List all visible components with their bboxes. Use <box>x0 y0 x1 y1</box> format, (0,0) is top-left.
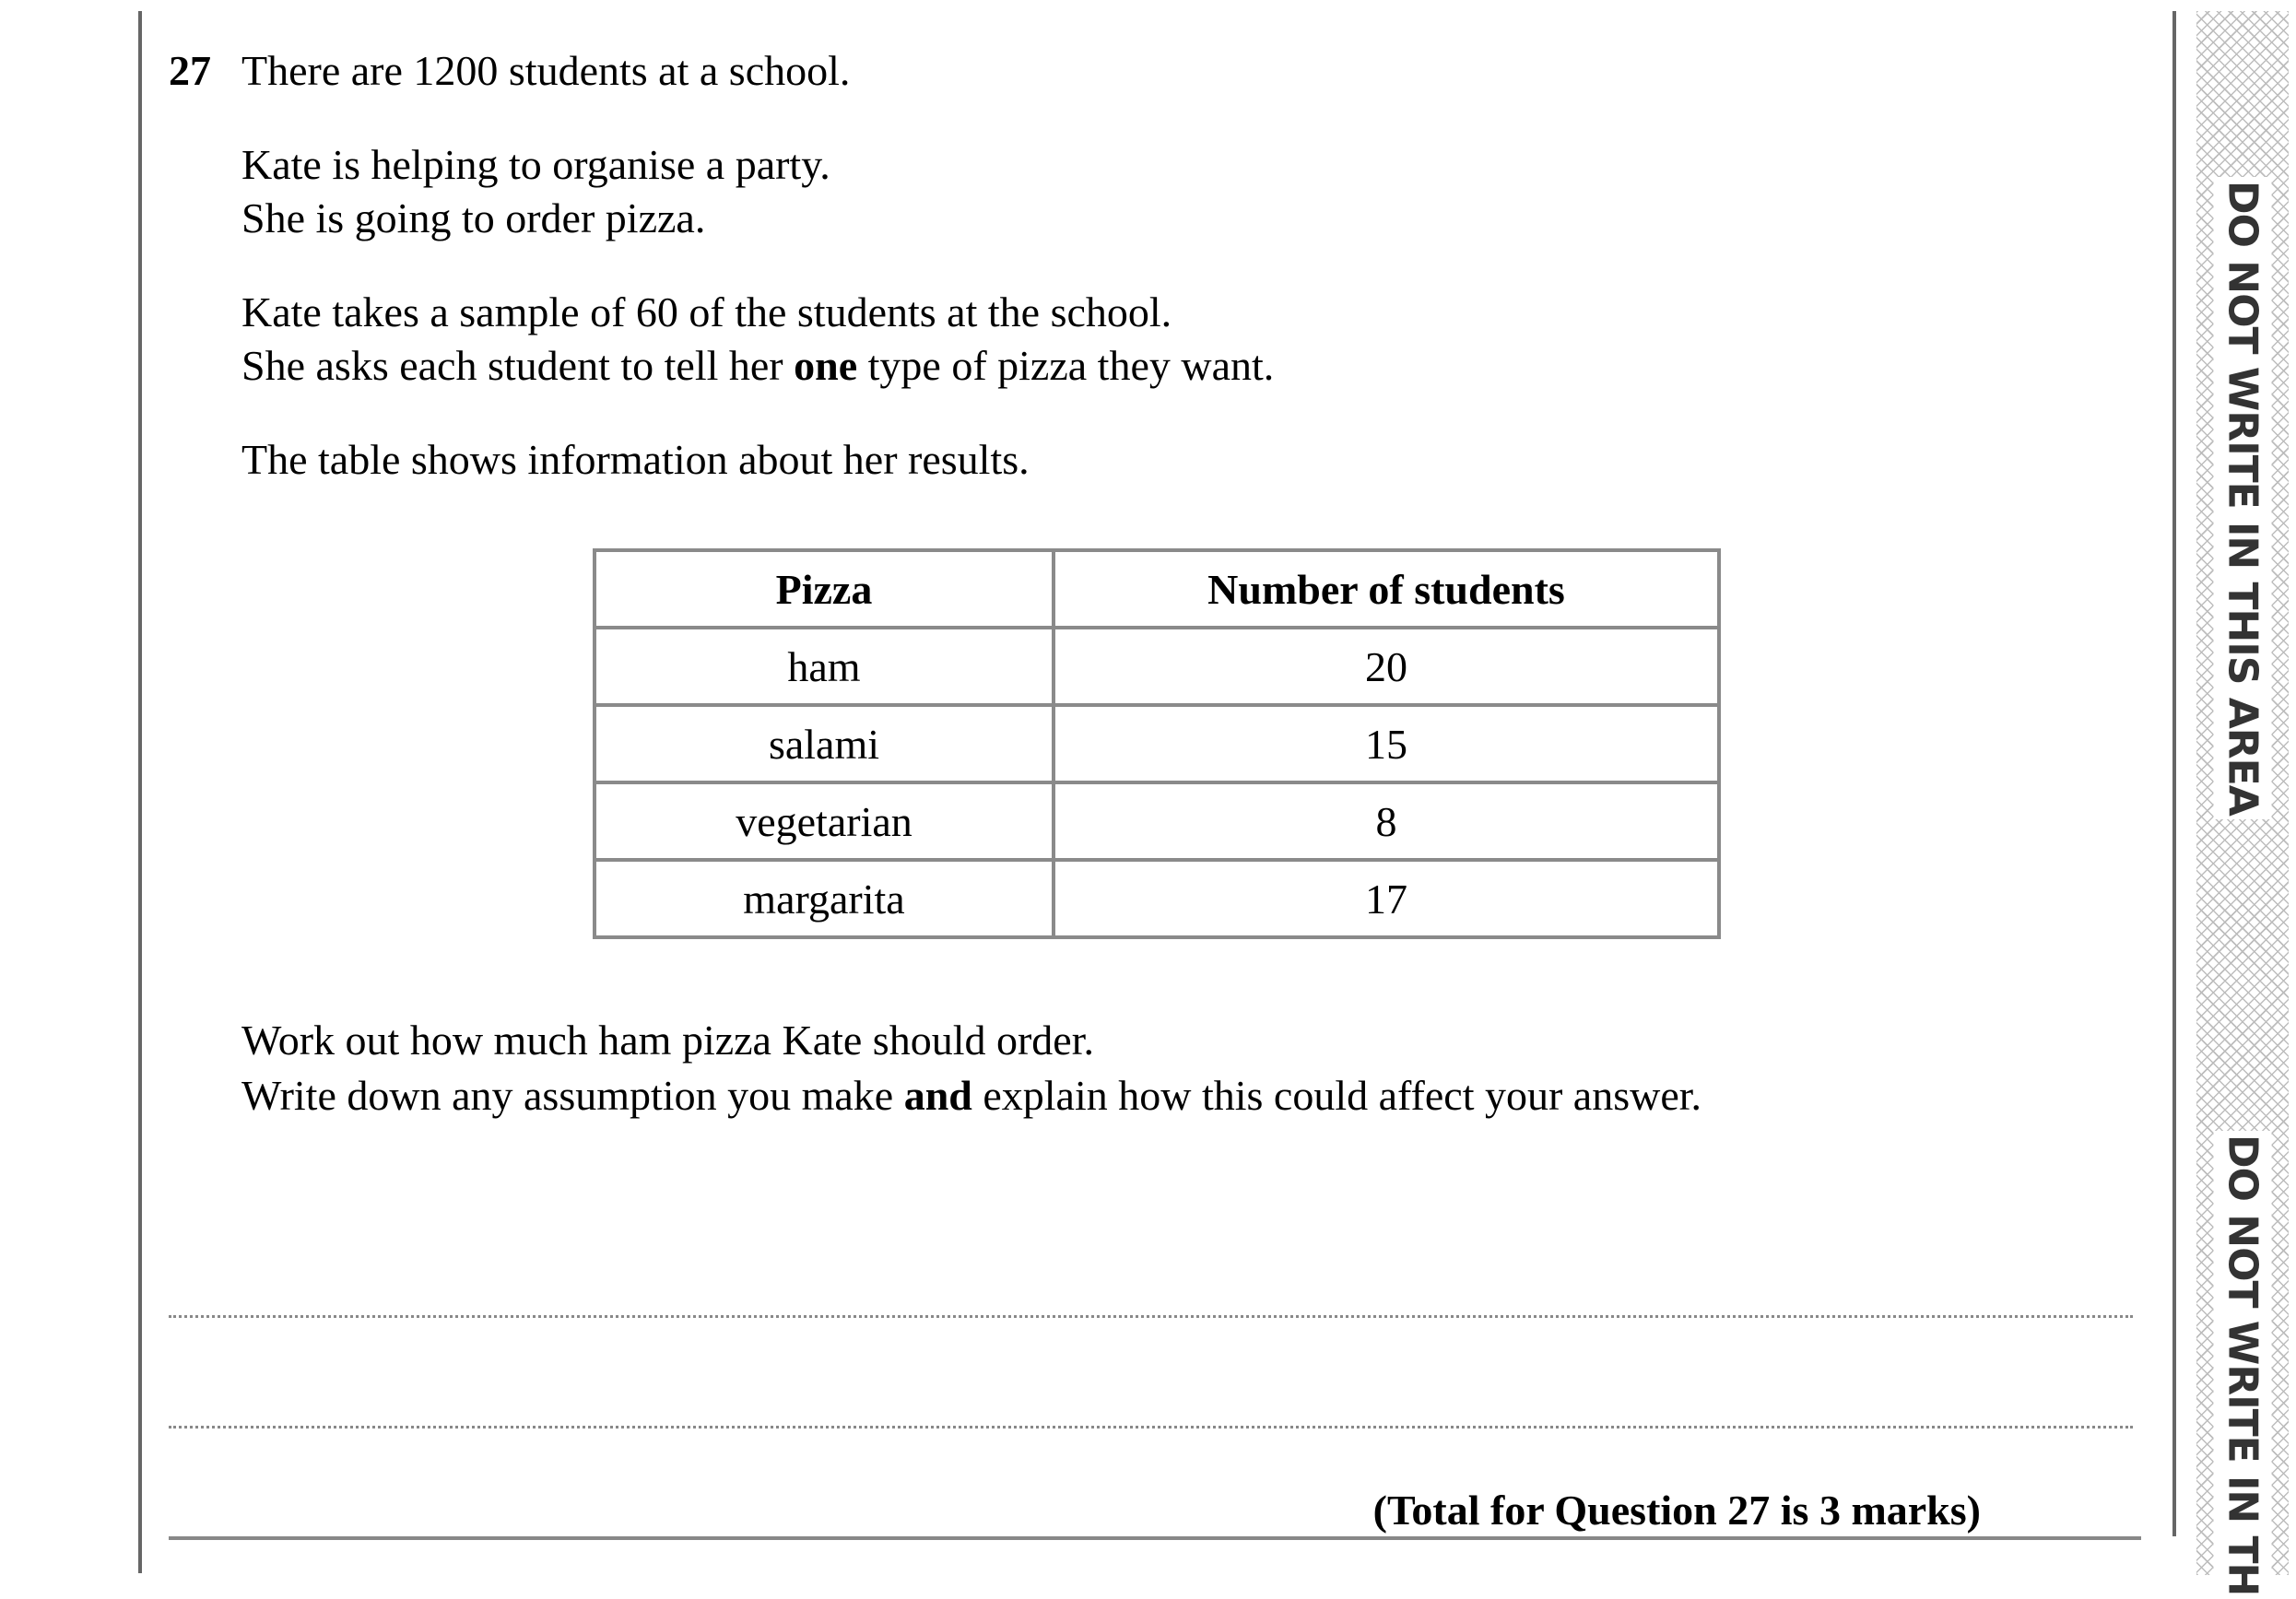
table-cell: vegetarian <box>595 782 1054 860</box>
table-cell: 15 <box>1054 705 1719 782</box>
question-intro: There are 1200 students at a school. <box>241 47 851 94</box>
table-cell: 8 <box>1054 782 1719 860</box>
table-cell: ham <box>595 628 1054 705</box>
table-cell: margarita <box>595 860 1054 937</box>
margin-warning-1: DO NOT WRITE IN THIS AREA <box>2214 177 2272 819</box>
paragraph-1-line-1: Kate is helping to organise a party. <box>241 141 830 188</box>
text-run: explain how this could affect your answer. <box>971 1072 1702 1119</box>
table-cell: salami <box>595 705 1054 782</box>
emphasis-and: and <box>903 1072 972 1119</box>
table-cell: 17 <box>1054 860 1719 937</box>
left-margin-rule <box>138 11 142 1573</box>
table-row <box>595 705 1719 782</box>
bottom-rule <box>169 1536 2141 1540</box>
table-row <box>595 782 1719 860</box>
table-row <box>595 628 1719 705</box>
do-not-write-margin <box>2196 11 2289 1596</box>
text-run: type of pizza they want. <box>857 342 1275 389</box>
results-table <box>593 548 1721 939</box>
margin-warning-2: DO NOT WRITE IN TH <box>2214 1131 2272 1599</box>
header-pizza: Pizza <box>595 550 1054 628</box>
text-run: Write down any assumption you make <box>241 1072 904 1119</box>
paragraph-1-line-2: She is going to order pizza. <box>241 194 706 241</box>
task-line-2 <box>241 1069 1701 1123</box>
table-header-row <box>595 550 1719 628</box>
emphasis-one: one <box>794 342 858 389</box>
task-line-1: Work out how much ham pizza Kate should order. <box>241 1017 1095 1064</box>
table-cell: 20 <box>1054 628 1719 705</box>
answer-line-2[interactable] <box>169 1426 2133 1429</box>
paragraph-3: The table shows information about her results. <box>241 436 1030 483</box>
paragraph-2-line-2 <box>241 339 1274 393</box>
right-margin-rule <box>2172 11 2176 1536</box>
table-row <box>595 860 1719 937</box>
answer-line-1[interactable] <box>169 1315 2133 1318</box>
text-run: She asks each student to tell her <box>241 342 795 389</box>
header-number-of-students: Number of students <box>1054 550 1719 628</box>
question-number: 27 <box>169 47 211 94</box>
total-marks: (Total for Question 27 is 3 marks) <box>1372 1487 1981 1534</box>
paragraph-2-line-1: Kate takes a sample of 60 of the students at the school. <box>241 288 1172 335</box>
